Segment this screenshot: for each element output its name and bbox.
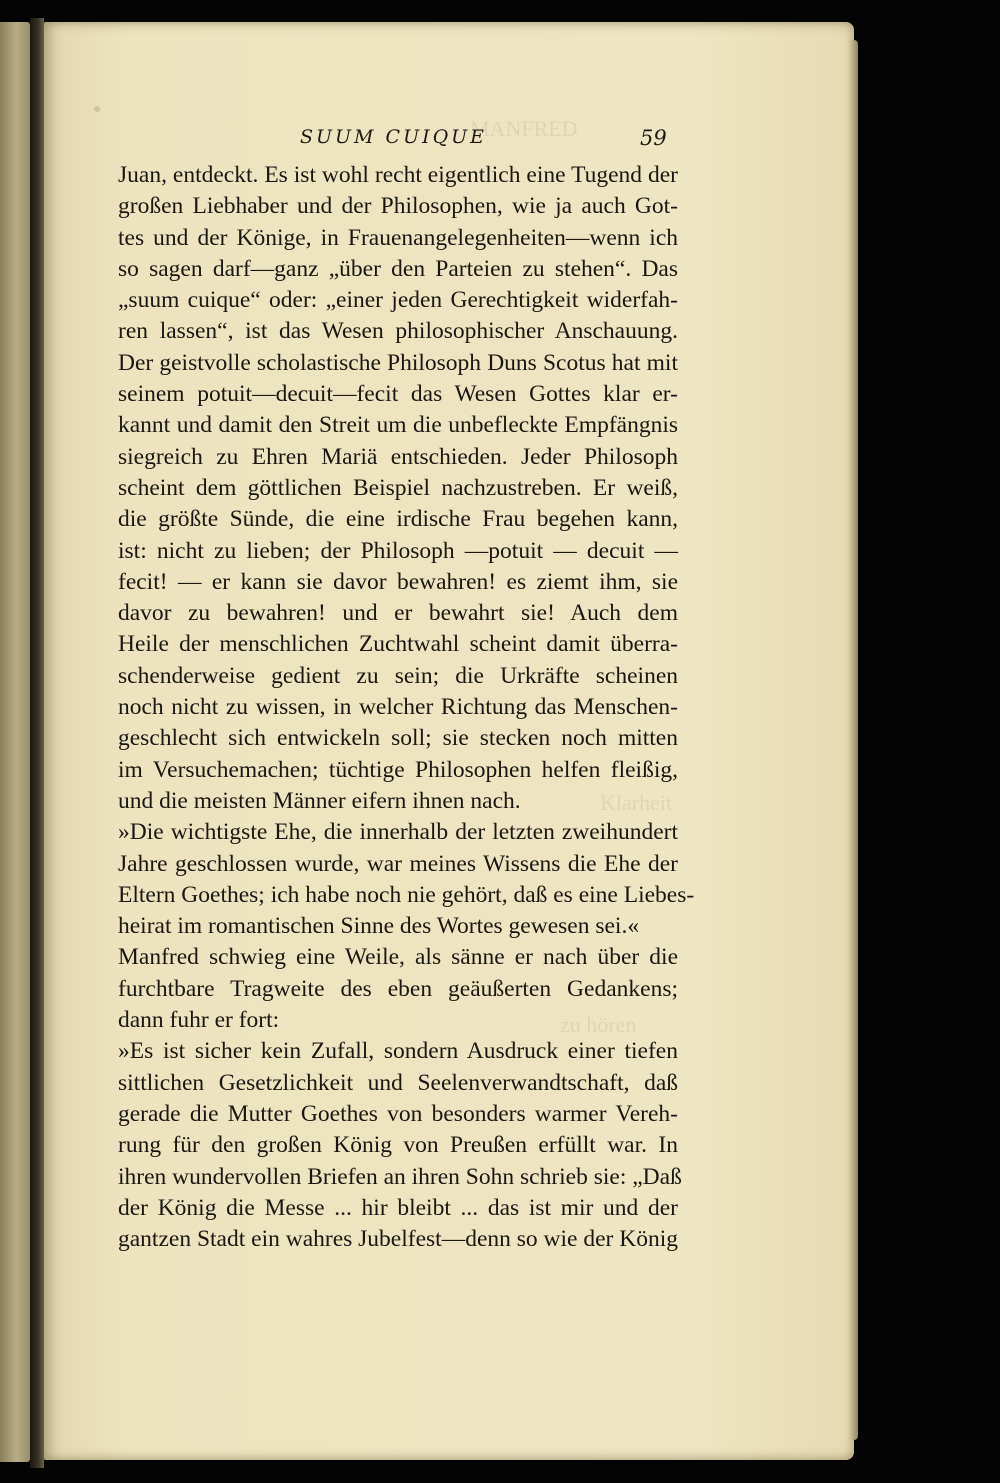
text-line: dann fuhr er fort: <box>118 1007 280 1034</box>
text-line: so sagen darf—ganz „über den Parteien zu stehen“. Das <box>118 255 678 282</box>
running-head: SUUM CUIQUE <box>300 126 488 148</box>
text-line: geschlecht sich entwickeln soll; sie stecken noch mitten <box>118 725 678 752</box>
previous-page-edge <box>0 22 30 1462</box>
text-line: »Die wichtigste Ehe, die innerhalb der letzten zweihundert <box>118 819 678 846</box>
text-line: furchtbare Tragweite des eben geäußerten Gedankens; <box>118 975 678 1002</box>
text-line: die größte Sünde, die eine irdische Frau begehen kann, <box>118 506 678 533</box>
text-line: gantzen Stadt ein wahres Jubelfest—denn so wie der König <box>118 1226 678 1253</box>
text-line: ist: nicht zu lieben; der Philosoph —potuit — decuit — <box>118 537 678 564</box>
text-line: kannt und damit den Streit um die unbefleckte Empfängnis <box>118 412 678 439</box>
text-line: gerade die Mutter Goethes von besonders warmer Vereh- <box>118 1100 678 1127</box>
text-line: noch nicht zu wissen, in welcher Richtung das Menschen- <box>118 694 678 721</box>
text-line: heirat im romantischen Sinne des Wortes gewesen sei.« <box>118 913 640 940</box>
text-line: ihren wundervollen Briefen an ihren Sohn schrieb sie: „Daß <box>118 1163 682 1190</box>
text-line: der König die Messe ... hir bleibt ... das ist mir und der <box>118 1194 678 1221</box>
text-line: seinem potuit—decuit—fecit das Wesen Gottes klar er- <box>118 381 678 408</box>
text-line: Jahre geschlossen wurde, war meines Wissens die Ehe der <box>118 850 678 877</box>
show-through-text: Klarheit <box>600 790 673 815</box>
page-number: 59 <box>640 126 667 150</box>
text-line: siegreich zu Ehren Mariä entschieden. Jeder Philosoph <box>118 443 678 470</box>
text-line: ren lassen“, ist das Wesen philosophischer Anschauung. <box>118 318 678 345</box>
text-line: im Versuchemachen; tüchtige Philosophen helfen fleißig, <box>118 756 678 783</box>
text-line: Juan, entdeckt. Es ist wohl recht eigentlich eine Tugend der <box>118 162 678 188</box>
text-line: „suum cuique“ oder: „einer jeden Gerechtigkeit widerfah- <box>118 287 678 314</box>
body-text <box>118 160 695 1255</box>
show-through-text: zu hören <box>560 1012 637 1037</box>
text-line: scheint dem göttlichen Beispiel nachzustreben. Er weiß, <box>118 474 678 501</box>
text-line: davor zu bewahren! und er bewahrt sie! Auch dem <box>118 600 678 627</box>
text-line: Heile der menschlichen Zuchtwahl scheint damit überra- <box>118 631 678 658</box>
page-fore-edge <box>850 40 858 1440</box>
text-line: und die meisten Männer eifern ihnen nach. <box>118 787 521 814</box>
text-line: Eltern Goethes; ich habe noch nie gehört, daß es eine Liebes- <box>118 881 695 908</box>
text-line: schenderweise gedient zu sein; die Urkräfte scheinen <box>118 662 678 689</box>
text-line: »Es ist sicher kein Zufall, sondern Ausdruck einer tiefen <box>118 1038 678 1065</box>
book-gutter <box>30 18 44 1468</box>
paper-spot <box>94 106 100 112</box>
text-line: Manfred schwieg eine Weile, als sänne er nach über die <box>118 944 678 971</box>
text-line: sittlichen Gesetzlichkeit und Seelenverwandtschaft, daß <box>118 1069 678 1096</box>
text-line: tes und der Könige, in Frauenangelegenheiten—wenn ich <box>118 224 678 251</box>
show-through-text: MANFRED <box>470 116 578 141</box>
text-line: rung für den großen König von Preußen erfüllt war. In <box>118 1132 678 1159</box>
text-line: fecit! — er kann sie davor bewahren! es ziemt ihm, sie <box>118 568 678 595</box>
text-line: großen Liebhaber und der Philosophen, wie ja auch Got- <box>118 193 678 220</box>
text-line: Der geistvolle scholastische Philosoph Duns Scotus hat mit <box>118 349 678 376</box>
